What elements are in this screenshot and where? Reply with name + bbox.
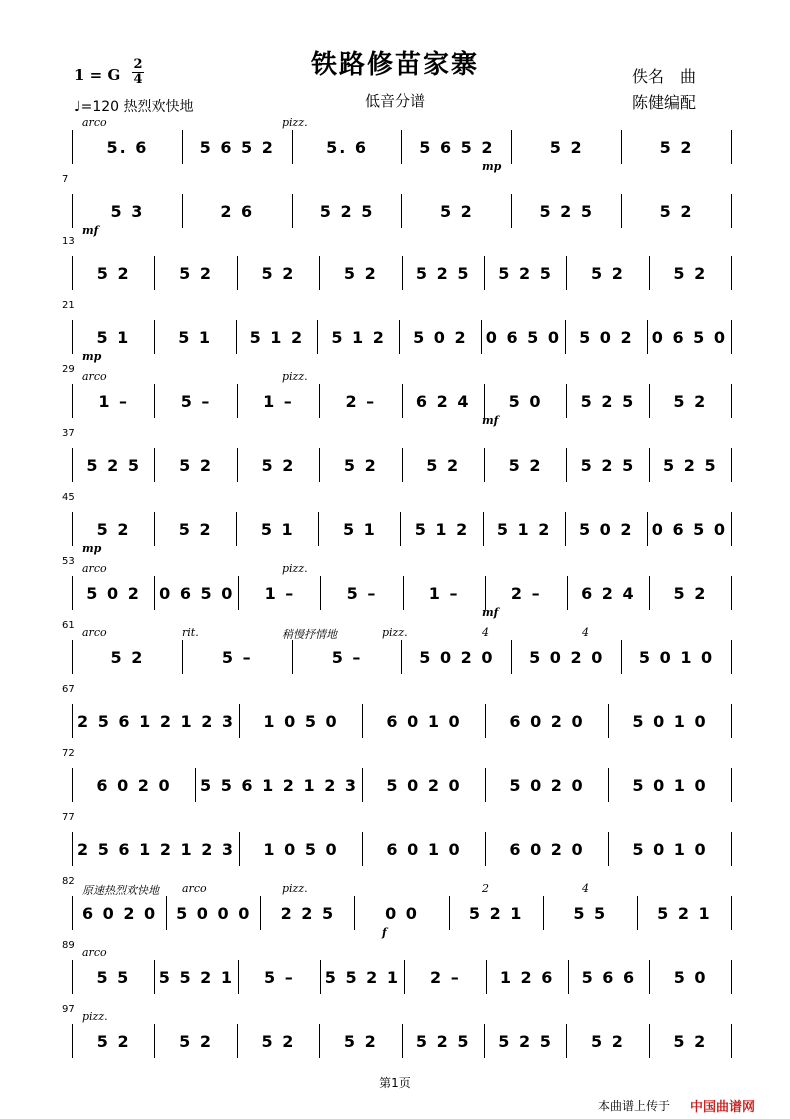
measure-row [72,130,732,164]
time-denominator: 4 [133,72,143,87]
time-numerator: 2 [133,57,143,72]
measure-notes: 5 2 [179,455,213,475]
measure-notes: 0 6 5 0 [651,519,728,539]
measure [449,896,543,930]
expression-mark: mp [82,350,102,363]
measure-notes: 5 2 [178,519,213,539]
measure [319,384,401,418]
measure [320,576,402,610]
measure-row [72,576,732,610]
measure [354,896,448,930]
measure-notes: 1 – [98,391,130,411]
measure-notes: 5 2 [673,263,708,283]
bar-number: 37 [62,428,75,439]
measure-notes: 5 2 [673,583,708,603]
measure [484,1024,566,1058]
measure [511,640,621,674]
expression-mark: pizz. [82,1010,108,1023]
measure-notes: 5 2 5 [319,201,375,221]
measure-notes: 5 1 2 [249,327,305,347]
measure [565,512,647,546]
measure-notes: 5 6 6 [581,967,637,987]
measure-notes: 5 2 [110,647,145,667]
measure-notes: 5 2 [591,263,625,283]
measure-notes: 5 5 2 1 [324,967,400,987]
site-logo: 中国曲谱网 [690,1100,756,1115]
measure [154,384,236,418]
measure-notes: 5 2 1 [657,903,712,923]
expression-mark: mp [482,160,502,173]
measure-notes: 1 0 5 0 [263,839,339,859]
measure-notes: 5 2 [96,519,131,539]
measure [154,320,236,354]
measure [239,832,362,866]
measure [72,320,154,354]
measure [543,896,637,930]
measure-notes: 5 2 [659,137,694,157]
arranger-credit: 陈健编配 [632,93,697,112]
measure [649,256,732,290]
measure [320,960,404,994]
measure [236,320,318,354]
measure-notes: 5 2 5 [415,1031,471,1051]
measure-notes: 5 2 5 [498,263,553,283]
measure [402,256,484,290]
measure-notes: 5 1 [260,519,295,539]
measure [647,512,732,546]
measure-notes: 1 – [264,583,296,603]
expression-mark: pizz. [282,116,308,129]
measure-notes: 5 6 5 2 [419,137,495,157]
measure-notes: 5 0 2 [579,327,634,347]
measure-notes: 6 0 1 0 [386,711,462,731]
measure [608,768,732,802]
key-signature: 1 = G [74,66,121,84]
measure [566,384,648,418]
measure [511,130,621,164]
measure [567,576,649,610]
expression-mark: pizz. [282,370,308,383]
expression-mark: arco [82,626,107,639]
measure [154,960,238,994]
measure-notes: 5 2 5 [663,455,718,475]
measure-notes: 5 0 1 0 [632,711,708,731]
measure [237,448,319,482]
measure-notes: 5 0 2 0 [529,647,605,667]
measure-notes: 5 0 2 0 [509,775,585,795]
measure [649,448,732,482]
measure-row [72,448,732,482]
measure [72,130,182,164]
measure-notes: 5 5 [96,967,131,987]
measure [238,576,320,610]
measure [239,704,362,738]
measure-notes: 6 2 4 [581,583,636,603]
bar-number: 53 [62,556,75,567]
measure-notes: 5 2 [439,201,474,221]
bar-number: 21 [62,300,75,311]
measure-notes: 2 2 5 [280,903,336,923]
expression-mark: f [382,926,387,939]
measure-notes: 0 6 5 0 [651,327,727,347]
measure [484,384,566,418]
measure-notes: 5 2 [426,455,461,475]
measure-notes: 6 2 4 [415,391,471,411]
measure-notes: 5 0 0 0 [176,903,252,923]
measure-notes: 5 2 [343,263,378,283]
measure [484,448,566,482]
measure-notes: 5 2 [673,391,708,411]
measure-notes: 5 2 [508,455,543,475]
measure [318,512,400,546]
measure [166,896,260,930]
measure [292,194,402,228]
measure-notes: 5 2 5 [498,1031,553,1051]
measure [621,194,732,228]
measure-row [72,832,732,866]
tempo-marking: ♩=120 热烈欢快地 [74,99,194,115]
measure-notes: 5 – [346,583,378,603]
measure-notes: 2 – [510,583,542,603]
expression-mark: 4 [582,626,589,639]
measure-notes: 5 2 [261,263,296,283]
expression-mark: arco [82,116,107,129]
measure [72,960,154,994]
measure [72,194,182,228]
measure-notes: 0 0 [385,903,419,923]
expression-mark: rit. [182,626,199,639]
measure-notes: 5 2 [179,1031,213,1051]
measure-row [72,960,732,994]
measure [402,448,484,482]
measure [608,832,732,866]
measure [401,194,511,228]
measure-notes: 5 1 [342,519,377,539]
measure [649,384,732,418]
measure-notes: 5 – [331,647,363,667]
measure-notes: 5 2 [673,1031,708,1051]
measure [182,194,292,228]
bar-number: 67 [62,684,75,695]
measure-notes: 5 0 1 0 [632,839,708,859]
measure [72,384,154,418]
measure [481,320,565,354]
measure [483,512,565,546]
measure [236,512,318,546]
measure [568,960,650,994]
measure [621,640,732,674]
measure [403,576,485,610]
measure [260,896,354,930]
measure [362,768,485,802]
measure-row [72,1024,732,1058]
measure-notes: 0 6 5 0 [485,327,561,347]
composer-credit: 佚名 曲 [632,67,697,86]
measure-notes: 1 2 6 [499,967,555,987]
measure-notes: 5 0 2 [86,583,141,603]
measure [400,512,482,546]
measure-notes: 5 2 [549,137,584,157]
expression-mark: 原速热烈欢快地 [82,884,159,897]
measure-notes: 1 – [428,583,460,603]
measure [72,256,154,290]
measure [72,640,182,674]
expression-mark: pizz. [282,882,308,895]
measure [399,320,481,354]
measure [402,384,484,418]
bar-number: 13 [62,236,75,247]
measure [647,320,732,354]
bar-number: 97 [62,1004,75,1015]
measure-notes: 6 0 2 0 [96,775,172,795]
measure [154,512,236,546]
expression-mark: mp [82,542,102,555]
measure [401,130,511,164]
measure [402,1024,484,1058]
measure-notes: 5 1 2 [496,519,552,539]
measure-notes: 5 2 1 [468,903,524,923]
measure [319,1024,401,1058]
measure [485,576,567,610]
measure-notes: 5 0 2 0 [386,775,462,795]
measure [637,896,732,930]
measure-row [72,704,732,738]
measure [484,256,566,290]
measure-row [72,640,732,674]
measure [486,960,568,994]
bar-number: 29 [62,364,75,375]
expression-mark: arco [82,370,107,383]
measure [154,448,236,482]
measure-notes: 5 0 1 0 [638,647,715,667]
expression-mark: 2 [482,882,489,895]
measure-notes: 1 – [263,391,294,411]
upload-note: 本曲谱上传于 [598,1099,671,1113]
measure-notes: 5 0 2 0 [419,647,495,667]
measure-notes: 2 6 [220,201,255,221]
measure-notes: 5 5 6 1 2 1 2 3 [199,775,359,795]
measure-notes: 5 2 [343,455,378,475]
measure-notes: 5 2 [343,1031,378,1051]
time-signature [132,58,144,87]
measure [154,576,238,610]
measure [72,832,239,866]
measure [649,576,732,610]
measure [362,832,485,866]
measure-notes: 5 2 [96,1031,131,1051]
measure [511,194,621,228]
measure [485,832,608,866]
measure-notes: 2 – [345,391,377,411]
measure-notes: 6 0 2 0 [509,839,585,859]
measure-notes: 5 2 5 [580,391,636,411]
expression-mark: 4 [482,626,489,639]
part-subtitle: 低音分谱 [364,92,425,110]
measure-notes: 5 1 [96,327,131,347]
measure-notes: 5 2 [659,201,694,221]
measure-notes: 5 3 [110,201,145,221]
measure [485,704,608,738]
measure-notes: 2 5 6 1 2 1 2 3 [77,839,236,859]
bar-number: 7 [62,174,69,185]
measure [72,576,154,610]
measure [566,1024,648,1058]
measure-notes: 5 1 2 [414,519,470,539]
measure-row [72,896,732,930]
measure-notes: 5 – [264,967,295,987]
measure-row [72,194,732,228]
measure-notes: 2 – [430,967,461,987]
bar-number: 72 [62,748,75,759]
measure [401,640,511,674]
measure-notes: 5. 6 [106,137,149,157]
measure [195,768,362,802]
measure-notes: 5 2 5 [86,455,141,475]
measure-notes: 0 6 5 0 [159,583,235,603]
measure-row [72,768,732,802]
measure [649,1024,732,1058]
measure-notes: 5 1 [178,327,213,347]
measure [72,704,239,738]
bar-number: 77 [62,812,75,823]
measure-notes: 5 5 2 1 [158,967,234,987]
measure-notes: 6 0 1 0 [386,839,462,859]
measure-notes: 5 2 [179,263,213,283]
measure-notes: 2 5 6 1 2 1 2 3 [77,711,236,731]
measure [566,256,648,290]
measure [237,1024,319,1058]
measure-notes: 1 0 5 0 [263,711,339,731]
measure [238,960,320,994]
expression-mark: 稍慢抒情地 [282,628,337,641]
measure-notes: 6 0 2 0 [509,711,585,731]
measure-notes: 5 5 [573,903,608,923]
measure [72,1024,154,1058]
measure [317,320,399,354]
expression-mark: arco [182,882,207,895]
page-number: 第1页 [379,1076,411,1090]
measure [237,384,319,418]
measure [237,256,319,290]
expression-mark: pizz. [282,562,308,575]
measure [72,448,154,482]
measure-notes: 5 0 [673,967,708,987]
measure-notes: 5 2 5 [415,263,471,283]
measure [72,768,195,802]
measure-notes: 5 2 5 [580,455,636,475]
measure [182,130,292,164]
expression-mark: mf [482,606,499,619]
measure [485,768,608,802]
measure [621,130,732,164]
measure [362,704,485,738]
measure-notes: 5 0 [508,391,543,411]
measure-row [72,320,732,354]
measure-notes: 5 0 2 [578,519,634,539]
score-title: 铁路修苗家寨 [310,50,479,80]
measure-notes: 5. 6 [326,137,369,157]
expression-mark: mf [482,414,499,427]
measure-notes: 5 – [221,647,253,667]
measure [319,256,401,290]
measure-notes: 5 2 [96,263,131,283]
measure-notes: 5 2 [261,455,296,475]
expression-mark: pizz. [382,626,408,639]
expression-mark: arco [82,946,107,959]
measure [154,1024,236,1058]
measure [292,640,402,674]
measure-notes: 5 0 2 [413,327,468,347]
measure [182,640,292,674]
bar-number: 82 [62,876,75,887]
measure [319,448,401,482]
measure-notes: 5 0 1 0 [632,775,708,795]
expression-mark: 4 [582,882,589,895]
measure-notes: 5 2 [591,1031,625,1051]
measure-notes: 5 – [180,391,212,411]
measure-row [72,256,732,290]
measure-notes: 5 1 2 [331,327,386,347]
measure-notes: 6 0 2 0 [81,903,158,923]
expression-mark: arco [82,562,107,575]
measure [565,320,647,354]
measure [566,448,648,482]
measure [72,896,166,930]
measure-notes: 5 2 5 [539,201,594,221]
expression-mark: mf [82,224,99,237]
bar-number: 61 [62,620,75,631]
bar-number: 45 [62,492,75,503]
measure [72,512,154,546]
measure-row [72,512,732,546]
measure-notes: 5 2 [261,1031,296,1051]
bar-number: 89 [62,940,75,951]
measure [154,256,236,290]
measure [608,704,732,738]
measure [292,130,402,164]
measure-row [72,384,732,418]
measure-notes: 5 6 5 2 [199,137,275,157]
measure [649,960,732,994]
measure [404,960,486,994]
